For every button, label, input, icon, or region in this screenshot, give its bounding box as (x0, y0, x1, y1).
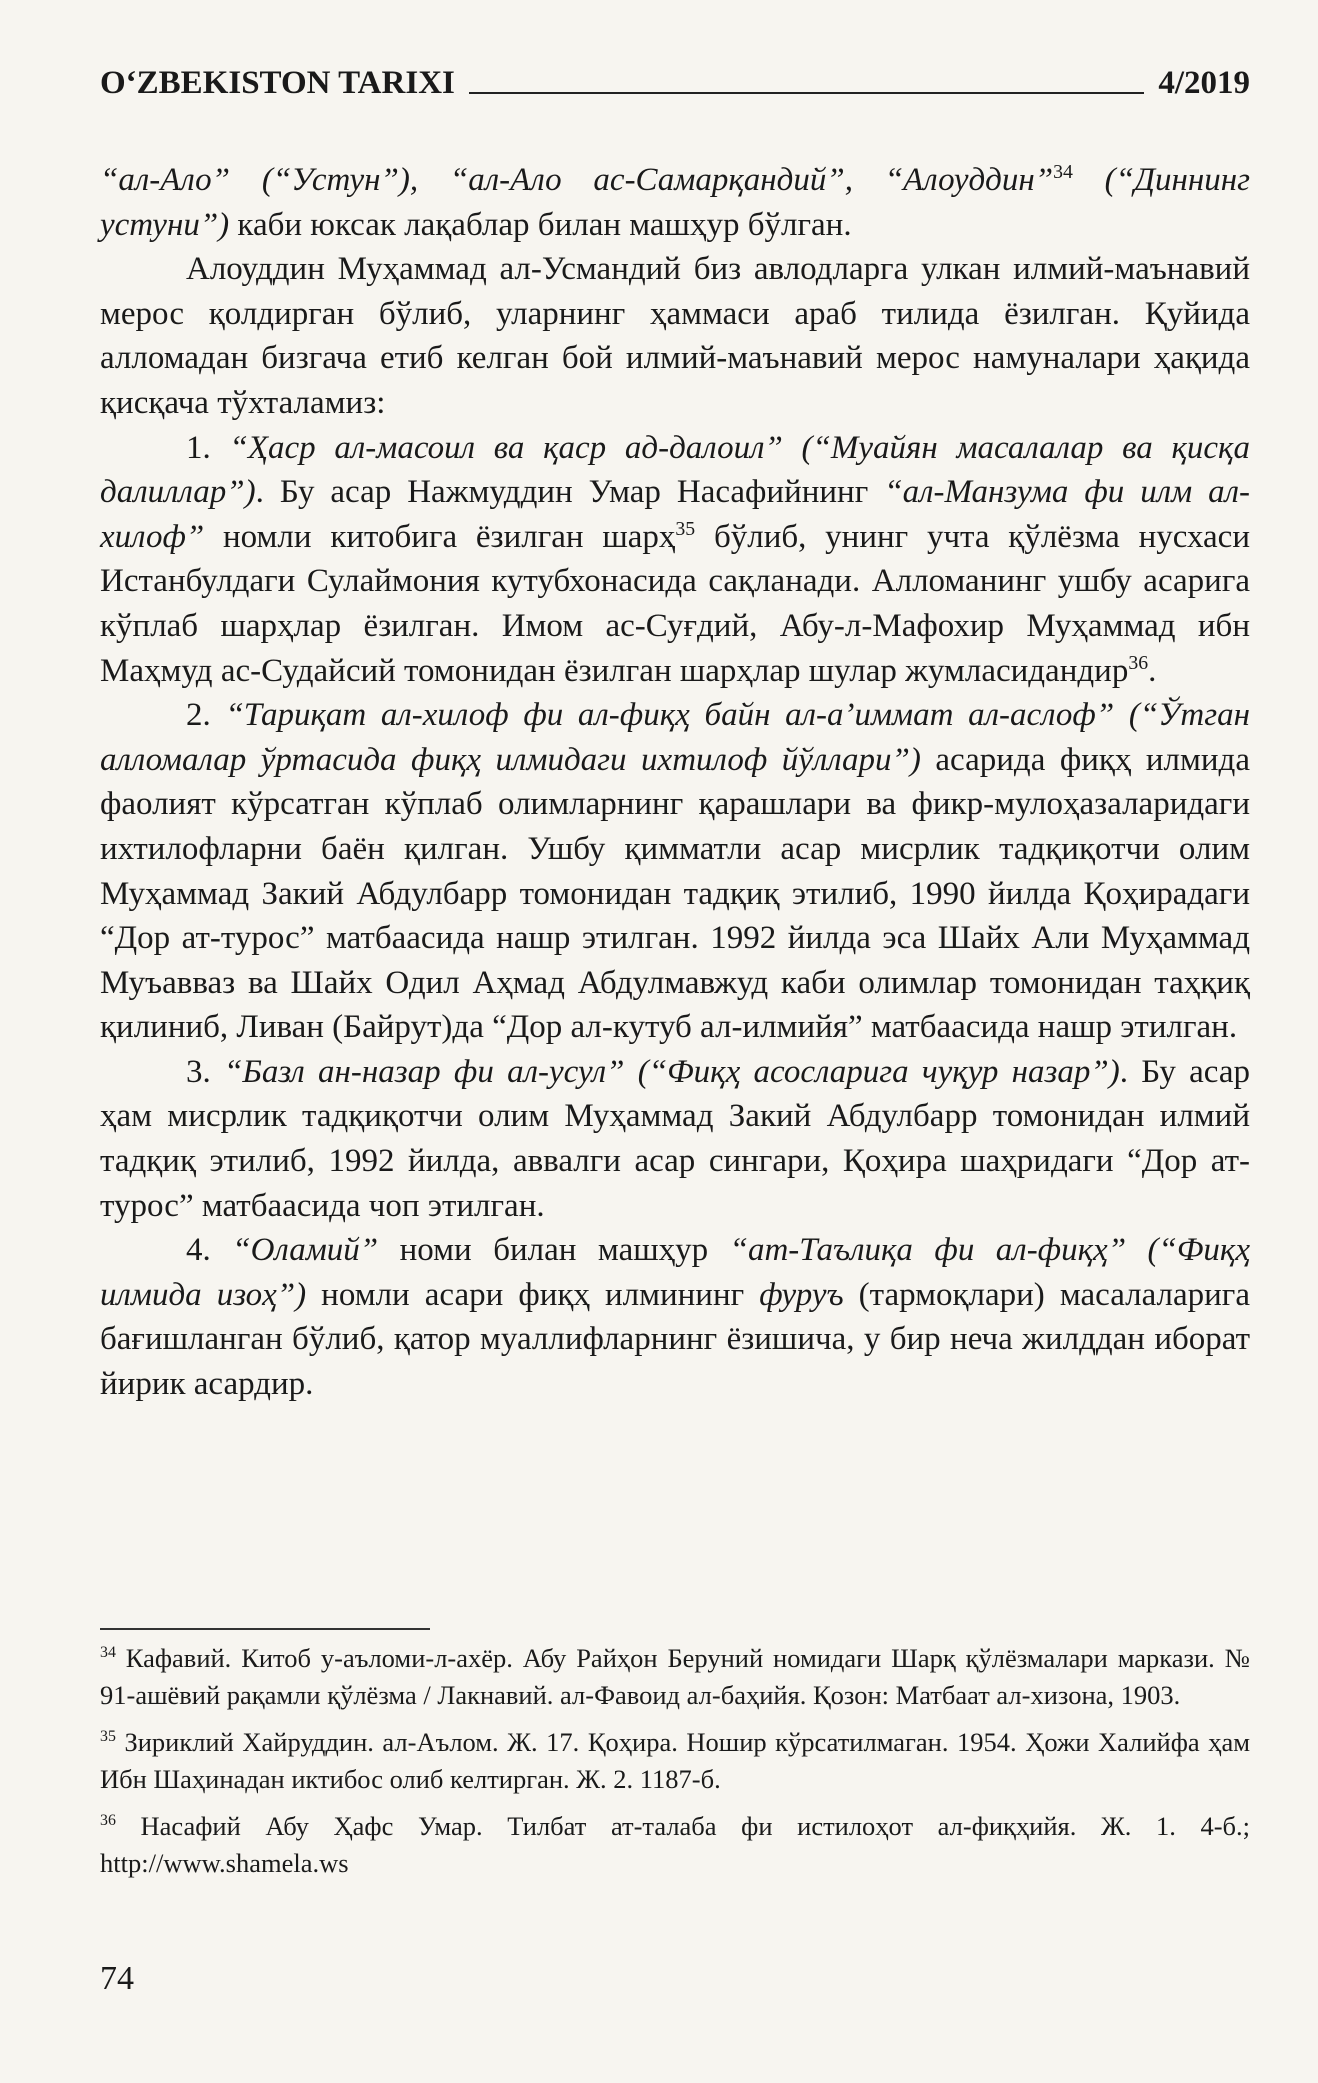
header-rule (469, 92, 1144, 94)
work-title-4: “ат-Таълиқа фи ал-фиқҳ” (“Фиқҳ илмида изоҳ”) (100, 1232, 1250, 1313)
journal-title: O‘ZBEKISTON TARIXI (100, 65, 455, 101)
work-title-3: “Базл ан-назар фи ал-усул” (“Фиқҳ асосларига чуқур назар”) (224, 1053, 1120, 1090)
lakab-meaning: (“Диннинг устуни”) (100, 162, 1250, 243)
footnote-ref-34[interactable]: 34 (1053, 161, 1073, 183)
footnote-36: $^{36}$ Насафий Абу Ҳафс Умар. Тилбат ат-талаба фи истилоҳот ал-фиқҳийя. Ж. 1. 4-б.; http://www.shamela.ws (100, 1811, 1250, 1878)
footnote-ref-35[interactable]: 35 (675, 517, 696, 540)
footnote-divider (100, 1628, 430, 1630)
lakab-names: “ал-Ало” (“Устун”), “ал-Ало ас-Самарқандий”, “Алоуддин” (100, 162, 1054, 198)
paragraph-0: “ал-Ало” (“Устун”), “ал-Ало ас-Самарқандий”, “Алоуддин”$^{34}$ (“Диннинг устуни”) каби юксак лақаблар билан машҳур бўлган. (100, 161, 1250, 243)
paragraph-2: 1. “Ҳаср ал-масоил ва қаср ад-далоил” (“Муайян масалалар ва қисқа далиллар”). Бу асар Нажмуддин Умар Насафийнинг “ал-Манзума фи илм ал-хилоф” номли китобига ёзилган шарҳ$^{35}$ бўлиб, унинг учта қўлёзма нусхаси Истанбулдаги Сулаймония кутубхонасида сақланади. Алломанинг ушбу асарига кўплаб шарҳлар ёзилган. Имом ас-Суғдий, Абу-л-Мафохир Муҳаммад ибн Маҳмуд ас-Судайсий томонидан ёзилган шарҳлар шулар жумласидандир$^{36}$. (100, 429, 1250, 689)
paragraph-3: 2. “Тариқат ал-хилоф фи ал-фиқҳ байн ал-а’иммат ал-аслоф” (“Ўтган алломалар ўртасида фиқҳ илмидаги ихтилоф йўллари”) асарида фиқҳ илмида фаолият кўрсатган кўплаб олимларнинг қарашлари ва фикр-мулоҳазаларидаги ихтилофларни баён қилган. Ушбу қимматли асар мисрлик тадқиқотчи олим Муҳаммад Закий Абдулбарр томонидан тадқиқ этилиб, 1990 йилда Қоҳирадаги “Дор ат-турос” матбаасида нашр этилган. 1992 йилда эса Шайх Али Муҳаммад Муъавваз ва Шайх Одил Аҳмад Абдулмавжуд каби олимлар томонидан таҳқиқ қилиниб, Ливан (Байрут)да “Дор ал-кутуб ал-илмийя” матбаасида нашр этилган. (100, 697, 1251, 1046)
footnotes (100, 1640, 1250, 1892)
footnote-34: $^{34}$ Кафавий. Китоб у-аъломи-л-ахёр. Абу Райҳон Беруний номидаги Шарқ қўлёзмалари маркази. № 91-ашёвий рақамли қўлёзма / Лакнавий. ал-Фавоид ал-баҳийя. Қозон: Матбаат ал-хизона, 1903. (100, 1643, 1250, 1710)
work-title-2: “Тариқат ал-хилоф фи ал-фиқҳ байн ал-а’иммат ал-аслоф” (“Ўтган алломалар ўртасида фиқҳ илмидаги ихтилоф йўллари”) (100, 697, 1251, 778)
work-title-1: “Ҳаср ал-масоил ва қаср ад-далоил” (“Муайян масалалар ва қисқа далиллар”) (100, 429, 1250, 511)
term-furu: фуруъ (759, 1276, 844, 1313)
footnote-ref-36[interactable]: 36 (1128, 651, 1149, 674)
footnote-35: $^{35}$ Зириклий Хайруддин. ал-Аълом. Ж. 17. Қоҳира. Ношир кўрсатилмаган. 1954. Ҳожи Халийфа ҳам Ибн Шаҳинадан иктибос олиб келтирган. Ж. 2. 1187-б. (100, 1727, 1250, 1794)
article-body (100, 158, 1250, 1407)
work-nickname: “Оламий” (232, 1232, 379, 1269)
work-title-manzuma: “ал-Манзума фи илм ал-хилоф” (100, 474, 1250, 555)
paragraph-1: Алоуддин Муҳаммад ал-Усмандий биз авлодларга улкан илмий-маънавий мерос қолдирган бўлиб, уларнинг ҳаммаси араб тилида ёзилган. Қуйида алломадан бизгача етиб келган бой илмий-маънавий мерос намуналари ҳақида қисқача тўхталамиз: (100, 251, 1250, 421)
running-header (100, 52, 1250, 102)
page-number: 74 (100, 1960, 134, 1997)
paragraph-5: 4. “Оламий” номи билан машҳур “ат-Таълиқа фи ал-фиқҳ” (“Фиқҳ илмида изоҳ”) номли асари фиқҳ илмининг фуруъ (тармоқлари) масалаларига бағишланган бўлиб, қатор муаллифларнинг ёзишича, у бир неча жилддан иборат йирик асардир. (100, 1232, 1250, 1403)
issue-number: 4/2019 (1158, 65, 1250, 101)
paragraph-4: 3. “Базл ан-назар фи ал-усул” (“Фиқҳ асосларига чуқур назар”). Бу асар ҳам мисрлик тадқиқотчи олим Муҳаммад Закий Абдулбарр томонидан илмий тадқиқ этилиб, 1992 йилда, аввалги асар сингари, Қоҳира шаҳридаги “Дор ат-турос” матбаасида чоп этилган. (100, 1053, 1250, 1224)
